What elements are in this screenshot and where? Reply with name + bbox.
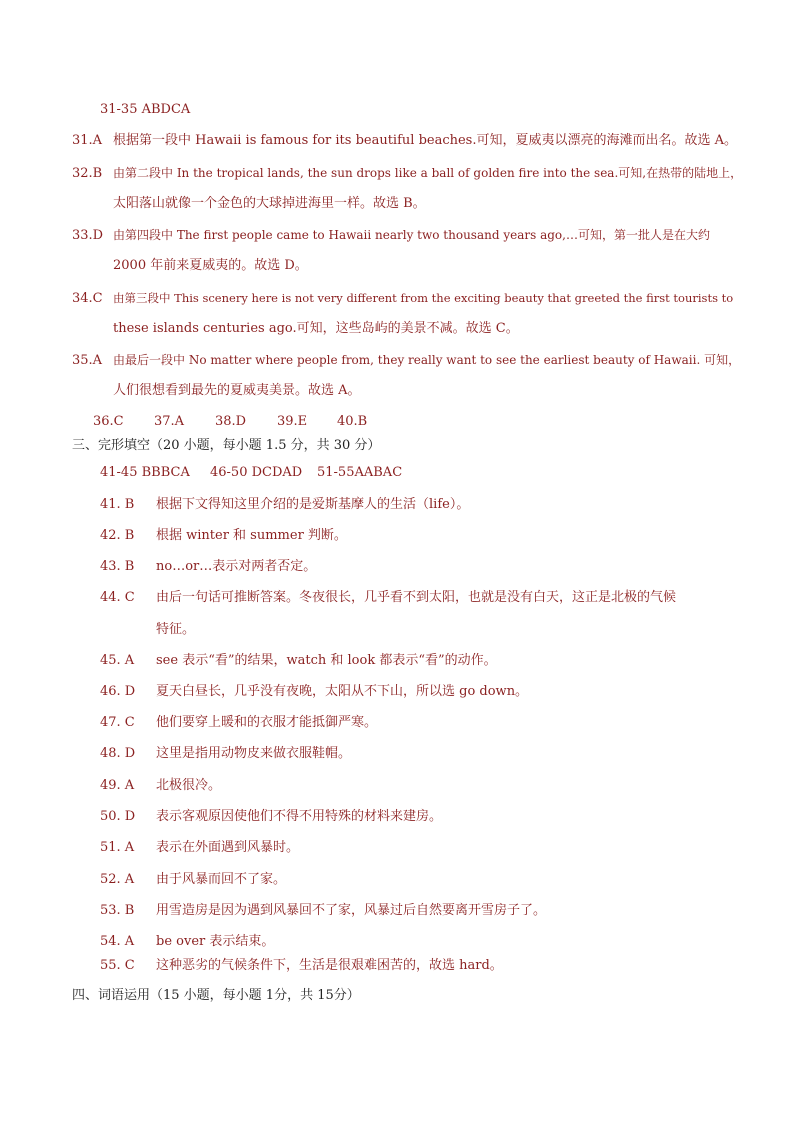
item-43-text: no…or…表示对两者否定。 (156, 559, 317, 574)
item-31-number: 31.A (72, 133, 103, 148)
item-45-number: 45. A (100, 653, 135, 668)
item-45 (100, 653, 497, 669)
item-48-number: 48. D (100, 746, 136, 761)
item-35-number: 35.A (72, 353, 103, 368)
item-35-line-1: 由最后一段中 No matter where people from, they really want to see the earliest beauty of Hawaii. 可知， (113, 353, 741, 367)
item-46 (100, 684, 528, 700)
item-44-line-2: 特征。 (156, 622, 196, 637)
item-31 (72, 133, 737, 149)
item-44-number: 44. C (100, 590, 135, 605)
item-47-text: 他们要穿上暖和的衣服才能抵御严寒。 (156, 715, 378, 730)
cloze-answer-groups (100, 465, 402, 481)
item-43 (100, 559, 316, 575)
item-49 (100, 778, 221, 794)
item-53-text: 用雪造房是因为遇到风暴回不了家，风暴过后自然要离开雪房子了。 (156, 903, 547, 918)
item-42 (100, 528, 347, 544)
vocab-heading: 四、词语运用（15 小题，每小题 1分，共 15分） (72, 988, 360, 1003)
answer-40: 40.B (337, 414, 368, 429)
item-54-text: be over 表示结束。 (156, 934, 275, 949)
answers-51-55: 51-55AABAC (317, 465, 403, 480)
item-52-number: 52. A (100, 872, 135, 887)
item-42-text: 根据 winter 和 summer 判断。 (156, 528, 347, 543)
answer-39: 39.E (277, 414, 308, 429)
item-31-line-1: 根据第一段中 Hawaii is famous for its beautiful beaches.可知，夏威夷以漂亮的海滩而出名。故选 A。 (113, 133, 738, 148)
item-54-number: 54. A (100, 934, 135, 949)
item-50 (100, 809, 442, 825)
item-48-text: 这里是指用动物皮来做衣服鞋帽。 (156, 746, 352, 761)
item-32-line-1: 由第二段中 In the tropical lands, the sun drops like a ball of golden fire into the sea.可知,在热带的陆地上， (113, 166, 743, 180)
item-54 (100, 934, 274, 950)
item-33-number: 33.D (72, 228, 104, 243)
answer-37: 37.A (154, 414, 185, 429)
item-34-line-2: these islands centuries ago.可知，这些岛屿的美景不减。故选 C。 (113, 321, 519, 336)
item-51 (100, 840, 299, 856)
item-47-number: 47. C (100, 715, 135, 730)
item-45-text: see 表示“看”的结果，watch 和 look 都表示“看”的动作。 (156, 653, 497, 668)
item-33-line-2: 2000 年前来夏威夷的。故选 D。 (113, 258, 308, 273)
item-41 (100, 497, 469, 513)
item-48 (100, 746, 351, 762)
answers-46-50: 46-50 DCDAD (210, 465, 303, 480)
item-33 (72, 227, 710, 244)
item-55 (100, 958, 503, 974)
item-47 (100, 715, 377, 731)
item-49-text: 北极很冷。 (156, 778, 222, 793)
item-35 (72, 352, 740, 369)
item-46-number: 46. D (100, 684, 136, 699)
item-44 (100, 590, 676, 606)
item-34 (72, 290, 733, 307)
item-32-line-2: 太阳落山就像一个金色的大球掉进海里一样。故选 B。 (113, 196, 426, 211)
answers-36-40 (93, 414, 367, 430)
item-35-line-2: 人们很想看到最先的夏威夷美景。故选 A。 (113, 383, 361, 398)
item-34-number: 34.C (72, 291, 103, 306)
item-51-number: 51. A (100, 840, 135, 855)
item-55-number: 55. C (100, 958, 135, 973)
cloze-heading: 三、完形填空（20 小题，每小题 1.5 分，共 30 分） (72, 438, 381, 453)
item-41-text: 根据下文得知这里介绍的是爱斯基摩人的生活（life）。 (156, 497, 470, 512)
answer-36: 36.C (93, 414, 124, 429)
item-41-number: 41. B (100, 497, 135, 512)
item-53-number: 53. B (100, 903, 135, 918)
answers-41-45: 41-45 BBBCA (100, 465, 190, 480)
item-42-number: 42. B (100, 528, 135, 543)
item-52-text: 由于风暴而回不了家。 (156, 872, 287, 887)
item-32 (72, 165, 742, 182)
item-44-text: 由后一句话可推断答案。冬夜很长，几乎看不到太阳，也就是没有白天，这正是北极的气候 (156, 590, 677, 605)
item-33-line-1: 由第四段中 The first people came to Hawaii nearly two thousand years ago,…可知，第一批人是在大约 (113, 228, 710, 242)
item-53 (100, 903, 546, 919)
item-43-number: 43. B (100, 559, 135, 574)
item-51-text: 表示在外面遇到风暴时。 (156, 840, 300, 855)
item-50-text: 表示客观原因使他们不得不用特殊的材料来建房。 (156, 809, 443, 824)
answers-31-35: 31-35 ABDCA (100, 102, 191, 117)
item-55-text: 这种恶劣的气候条件下，生活是很艰难困苦的，故选 hard。 (156, 958, 503, 973)
item-50-number: 50. D (100, 809, 136, 824)
item-34-line-1: 由第三段中 This scenery here is not very different from the exciting beauty that greeted the first tourists to (113, 291, 734, 305)
item-52 (100, 872, 286, 888)
item-49-number: 49. A (100, 778, 135, 793)
item-46-text: 夏天白昼长，几乎没有夜晚，太阳从不下山，所以选 go down。 (156, 684, 529, 699)
item-32-number: 32.B (72, 166, 103, 181)
answer-38: 38.D (215, 414, 247, 429)
